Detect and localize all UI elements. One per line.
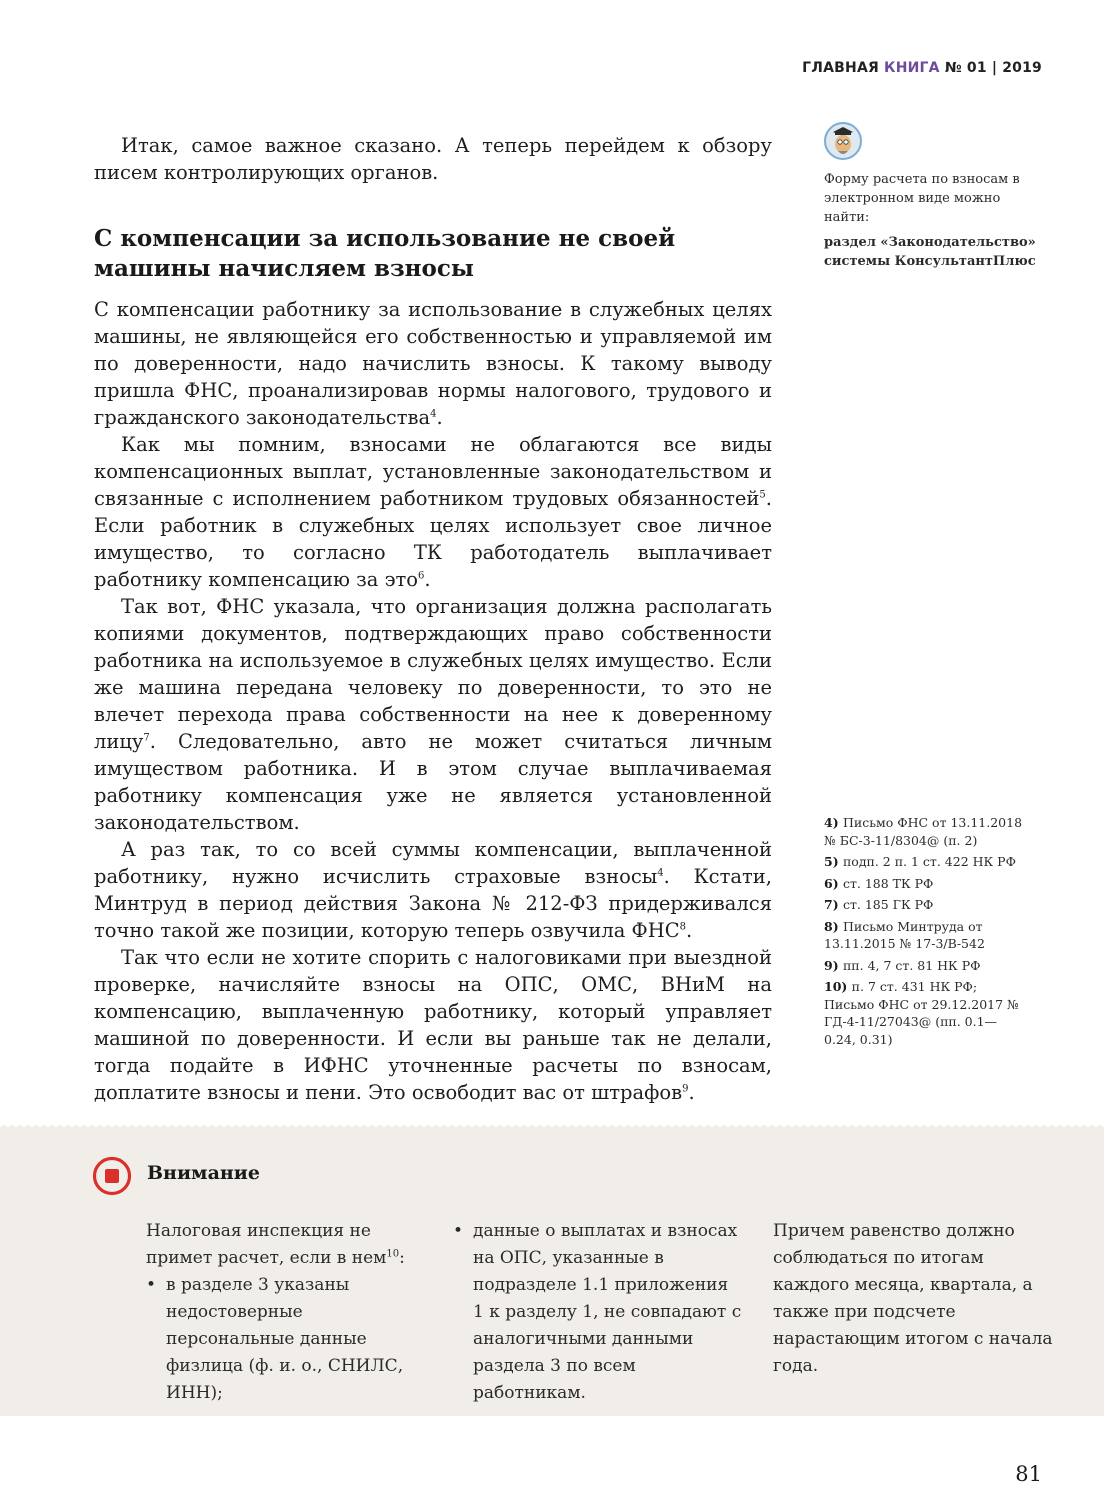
footnote-item [824,957,1064,975]
article-heading: С компенсации за использование не своей машины начисляем взносы [94,225,676,282]
footnote-ref[interactable]: 6 [418,570,425,582]
footnote-item [824,853,1064,871]
stop-icon [92,1156,132,1196]
body-paragraph: Так что если не хотите спорить с налоговиками при выездной проверке, начисляйте взносы на ОПС, ОМС, ВНиМ на компенсацию, выплаченную работнику, который управляет машиной по доверенности. И если вы раньше так не делали, тогда подайте в ИФНС уточненные расчеты по взносам, доплатите взносы и пени. Это освободит вас от штрафов$^9$. [94,946,772,1104]
article-body [94,296,772,1106]
footnote-number: 9) [824,957,843,973]
footnote-item [824,896,1064,914]
page-number: 81 [1015,1462,1042,1486]
footnote-number: 5) [824,854,843,869]
footnote-text: п. 7 ст. 431 НК РФ; Письмо ФНС от 29.12.2017 № ГД-4-11/27043@ (пп. 0.1—0.24, 0.31) [824,979,1019,1047]
footnote-ref[interactable]: 4 [430,408,437,420]
body-paragraph: С компенсации работнику за использование в служебных целях машины, не являющейся его собственностью и управляемой им по доверенности, надо начислить взносы. К такому выводу пришла ФНС, проанализировав нормы налогового, трудового и гражданского законодательства$^4$. [94,298,772,429]
sidebar-note-text: Форму расчета по взносам в электронном виде можно найти: [824,172,1020,225]
issue-number: № 01 | 2019 [944,60,1042,76]
footnote-text: ст. 185 ГК РФ [842,897,934,912]
bullet-icon: • [453,1221,464,1241]
footnote-ref[interactable]: 9 [682,1083,689,1095]
brand-name-accent: КНИГА [884,60,940,76]
sidebar-note [824,170,1054,271]
footnote-number: 7) [824,897,843,912]
footnote-item [824,875,1064,893]
footnote-number: 6) [824,875,843,891]
footnote-text: Письмо ФНС от 13.11.2018 № БС-3-11/8304@ (п. 2) [824,815,1023,848]
footnotes-list [824,814,1064,1052]
bullet-icon: • [146,1275,157,1295]
footnote-number: 4) [824,815,843,830]
footnote-ref[interactable]: 7 [143,732,150,744]
bullet-item: • данные о выплатах и взносах на ОПС, указанные в подразделе 1.1 приложения 1 к разделу 1, не совпадают с аналогичными данными раздела 3 по всем работникам. [453,1218,743,1407]
footnote-ref[interactable]: 10 [386,1248,400,1260]
intro-block [94,132,772,186]
footnote-text: Письмо Минтруда от 13.11.2015 № 17-3/В-542 [824,918,985,951]
bullet-item: • в разделе 3 указаны недостоверные персональные данные физлица (ф. и. о., СНИЛС, ИНН); [146,1272,432,1407]
footnote-number: 8) [824,918,843,934]
attention-column-2 [453,1218,743,1407]
brand-name: ГЛАВНАЯ [802,60,879,76]
footnote-item [824,814,1024,849]
body-paragraph: А раз так, то со всей суммы компенсации, выплаченной работнику, нужно исчислить страховые взносы$^4$. Кстати, Минтруд в период действия Закона № 212-ФЗ придерживался точно такой же позиции, которую теперь озвучила ФНС$^8$. [94,838,772,942]
footnote-ref[interactable]: 8 [679,921,687,933]
footnote-ref[interactable]: 4 [657,867,664,879]
body-paragraph: Как мы помним, взносами не облагаются все виды компенсационных выплат, установленные законодательством и связанные с исполнением работником трудовых обязанностей$^5$. Если работник в служебных целях использует свое личное имущество, то согласно ТК работодатель выплачивает работнику компенсацию за это$^6$. [94,433,772,591]
attention-title: Внимание [147,1162,260,1184]
attention-column-1 [146,1218,432,1407]
footnote-item [824,918,1024,953]
intro-paragraph: Итак, самое важное сказано. А теперь перейдем к обзору писем контролирующих органов. [94,134,772,184]
footnote-ref[interactable]: 5 [759,489,766,501]
magazine-header [802,60,1042,76]
mascot-icon [824,122,862,160]
footnote-item [824,978,1024,1048]
footnote-text: подп. 2 п. 1 ст. 422 НК РФ [842,854,1016,869]
body-paragraph: Так вот, ФНС указала, что организация должна располагать копиями документов, подтверждающих право собственности работника на используемое в служебных целях имущество. Если же машина передана человеку по доверенности, то это не влечет перехода права собственности на нее к доверенному лицу$^7$. Следовательно, авто не может считаться личным имуществом работника. И в этом случае выплачиваемая работнику компенсация уже не является установленной законодательством. [94,595,772,834]
footnote-number: 10) [824,979,852,994]
footnote-text: ст. 188 ТК РФ [842,875,934,891]
attention-column-3: Причем равенство должно соблюдаться по итогам каждого месяца, квартала, а также при подсчете нарастающим итогом с начала года. [773,1221,1053,1376]
sidebar-note-link[interactable]: раздел «Законодательство» системы КонсультантПлюс [824,235,1036,269]
attention-lead: Налоговая инспекция не примет расчет, если в нем$^{10}$: [146,1221,405,1268]
footnote-text: пп. 4, 7 ст. 81 НК РФ [842,957,981,973]
